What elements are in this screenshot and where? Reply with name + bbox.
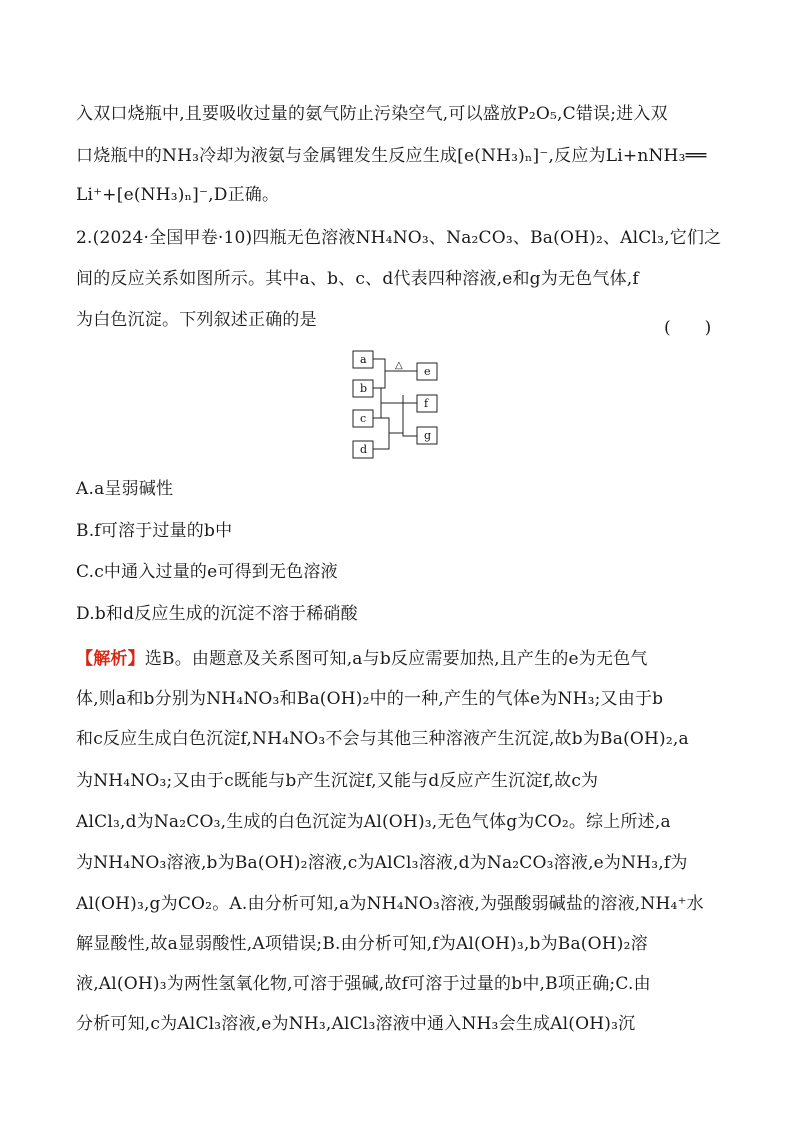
text-line: [76, 770, 720, 792]
text-line: [76, 728, 720, 750]
text-line: [76, 1013, 720, 1035]
connector-to-f: [403, 395, 417, 403]
connector-bc: [373, 388, 381, 418]
text-segment: C.c中通入过量的e可得到无色溶液: [76, 562, 338, 582]
text-line: [76, 933, 720, 955]
node-label-d: d: [360, 443, 368, 456]
node-label-g: g: [424, 429, 432, 442]
text-segment: B.f可溶于过量的b中: [76, 521, 233, 541]
answer-paren: ( ): [664, 318, 712, 338]
reaction-diagram: [345, 345, 445, 465]
text-segment: 为NH₄NO₃溶液,b为Ba(OH)₂溶液,c为AlCl₃溶液,d为Na₂CO₃溶液,e为NH₃,f为: [76, 853, 688, 873]
connector-to-g: [403, 403, 417, 436]
text-segment: Al(OH)₃,g为CO₂。A.由分析可知,a为NH₄NO₃溶液,为强酸弱碱盐的溶液,NH₄⁺水: [76, 894, 704, 914]
heat-symbol: △: [395, 360, 403, 371]
text-segment: AlCl₃,d为Na₂CO₃,生成的白色沉淀为Al(OH)₃,无色气体g为CO₂。综上所述,a: [76, 812, 671, 832]
text-segment: 分析可知,c为AlCl₃溶液,e为NH₃,AlCl₃溶液中通入NH₃会生成Al(OH)₃沉: [76, 1014, 636, 1034]
text-line: [76, 268, 720, 290]
text-segment: 和c反应生成白色沉淀f,NH₄NO₃不会与其他三种溶液产生沉淀,故b为Ba(OH)₂,a: [76, 729, 689, 749]
text-line: [76, 561, 720, 583]
text-line: [76, 893, 720, 915]
text-segment: Li⁺+[e(NH₃)ₙ]⁻,D正确。: [76, 185, 280, 205]
text-line: [76, 973, 720, 995]
text-line: [76, 852, 720, 874]
text-line: [76, 811, 720, 833]
text-segment: A.a呈弱碱性: [76, 479, 174, 499]
node-label-c: c: [360, 412, 367, 425]
text-segment: 间的反应关系如图所示。其中a、b、c、d代表四种溶液,e和g为无色气体,f: [76, 269, 639, 289]
text-segment: 2.(2024·全国甲卷·10)四瓶无色溶液NH₄NO₃、Na₂CO₃、Ba(OH)₂、AlCl₃,它们之: [76, 228, 722, 248]
text-line: [76, 309, 720, 331]
text-line: [76, 520, 720, 542]
text-line: [76, 648, 720, 670]
node-label-b: b: [360, 382, 368, 395]
connector-ab: [373, 359, 385, 388]
text-segment: 体,则a和b分别为NH₄NO₃和Ba(OH)₂中的一种,产生的气体e为NH₃;又由于b: [76, 689, 664, 709]
text-segment: 液,Al(OH)₃为两性氢氧化物,可溶于强碱,故f可溶于过量的b中,B项正确;C.由: [76, 974, 651, 994]
text-segment: 选B。由题意及关系图可知,a与b反应需要加热,且产生的e为无色气: [144, 649, 648, 669]
text-line: [76, 688, 720, 710]
text-line: [76, 103, 720, 125]
text-line: [76, 184, 720, 206]
text-segment: 为NH₄NO₃;又由于c既能与b产生沉淀f,又能与d反应产生沉淀f,故c为: [76, 771, 599, 791]
analysis-tag: 【解析】: [76, 649, 145, 669]
node-label-a: a: [360, 353, 367, 366]
node-label-e: e: [424, 365, 431, 378]
text-segment: 为白色沉淀。下列叙述正确的是: [76, 310, 317, 330]
text-segment: 口烧瓶中的NH₃冷却为液氨与金属锂发生反应生成[e(NH₃)ₙ]⁻,反应为Li+nNH₃══: [76, 146, 707, 166]
text-line: [76, 227, 720, 249]
connector-cd: [373, 418, 389, 449]
text-line: [76, 145, 720, 167]
node-label-f: f: [424, 397, 429, 410]
text-segment: D.b和d反应生成的沉淀不溶于稀硝酸: [76, 604, 358, 624]
text-segment: 入双口烧瓶中,且要吸收过量的氨气防止污染空气,可以盛放P₂O₅,C错误;进入双: [76, 104, 668, 124]
text-segment: 解显酸性,故a显弱酸性,A项错误;B.由分析可知,f为Al(OH)₃,b为Ba(OH)₂溶: [76, 934, 648, 954]
text-line: [76, 478, 720, 500]
text-line: [76, 603, 720, 625]
